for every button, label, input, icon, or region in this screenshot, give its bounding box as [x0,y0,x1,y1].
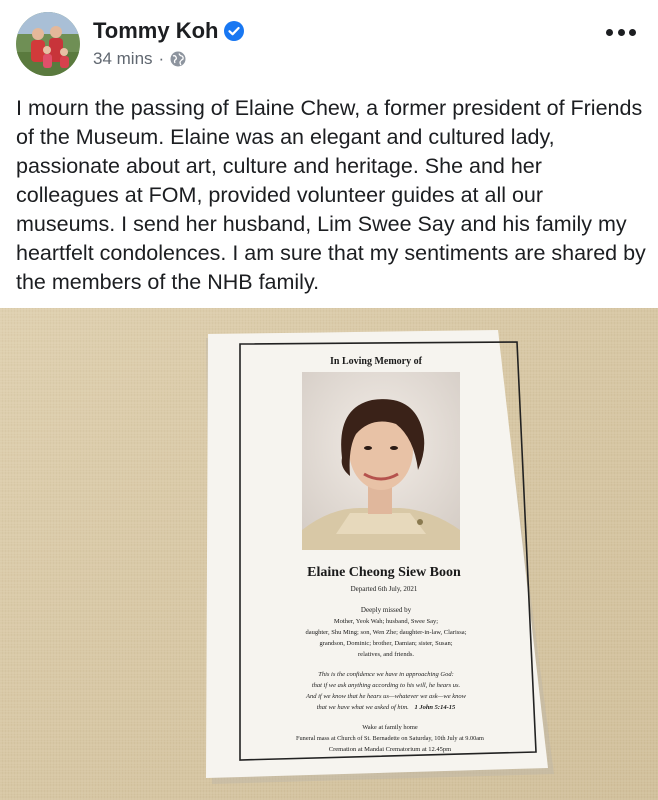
globe-icon [170,51,186,67]
post-timestamp[interactable]: 34 mins [93,49,153,68]
verse-line [317,704,456,711]
more-options-button[interactable] [606,22,636,42]
family-line: Mother, Yeok Wah; husband, Swee Say; [333,618,439,625]
family-line: relatives, and friends. [358,651,414,658]
departed-date: Departed 6th July, 2021 [350,585,418,593]
more-dot [606,29,613,36]
author-name[interactable]: Tommy Koh [93,18,219,43]
family-line: daughter, Shu Ming; son, Wen Zhe; daughter-in-law, Clarissa; [305,629,467,636]
verse-line: And if we know that he hears us—whatever we ask—we know [306,693,466,700]
more-dot [618,29,625,36]
more-dot [629,29,636,36]
post-header [0,0,658,90]
service-line: Funeral mass at Church of St. Bernadette on Saturday, 10th July at 9.00am [296,735,484,742]
verified-badge-icon [224,21,244,41]
service-line: Wake at family home [362,724,418,731]
meta-separator: · [158,49,165,68]
verse-reference: 1 John 5:14-15 [414,704,456,711]
verse-last-line: that we have what we asked of him. [316,704,409,711]
verse-line: that if we ask anything according to his will, he hears us. [311,682,461,689]
post-body-text: I mourn the passing of Elaine Chew, a former president of Friends of the Museum. Elaine was an elegant and cultured lady, passionate about art, culture and heritage. She and her colleagues at FOM, provided volunteer guides at all our museums. I send her husband, Lim Swee Say and his family my heartfelt condolences. I am sure that my sentiments are shared by the members of the NHB family. [16,96,646,294]
post-meta [93,49,186,69]
post-photo[interactable] [0,308,658,800]
missed-by-title: Deeply missed by [360,606,412,614]
verse-line: This is the confidence we have in approaching God: [318,671,454,678]
family-line: grandson, Dominic; brother, Damian; sister, Susan; [319,640,453,647]
deceased-name: Elaine Cheong Siew Boon [307,565,461,580]
author-row [93,18,244,44]
memorial-card [206,330,554,784]
service-line: Cremation at Mandai Crematorium at 12.45pm [328,746,452,753]
portrait [302,372,460,550]
card-heading: In Loving Memory of [330,356,422,367]
avatar[interactable] [16,12,80,76]
